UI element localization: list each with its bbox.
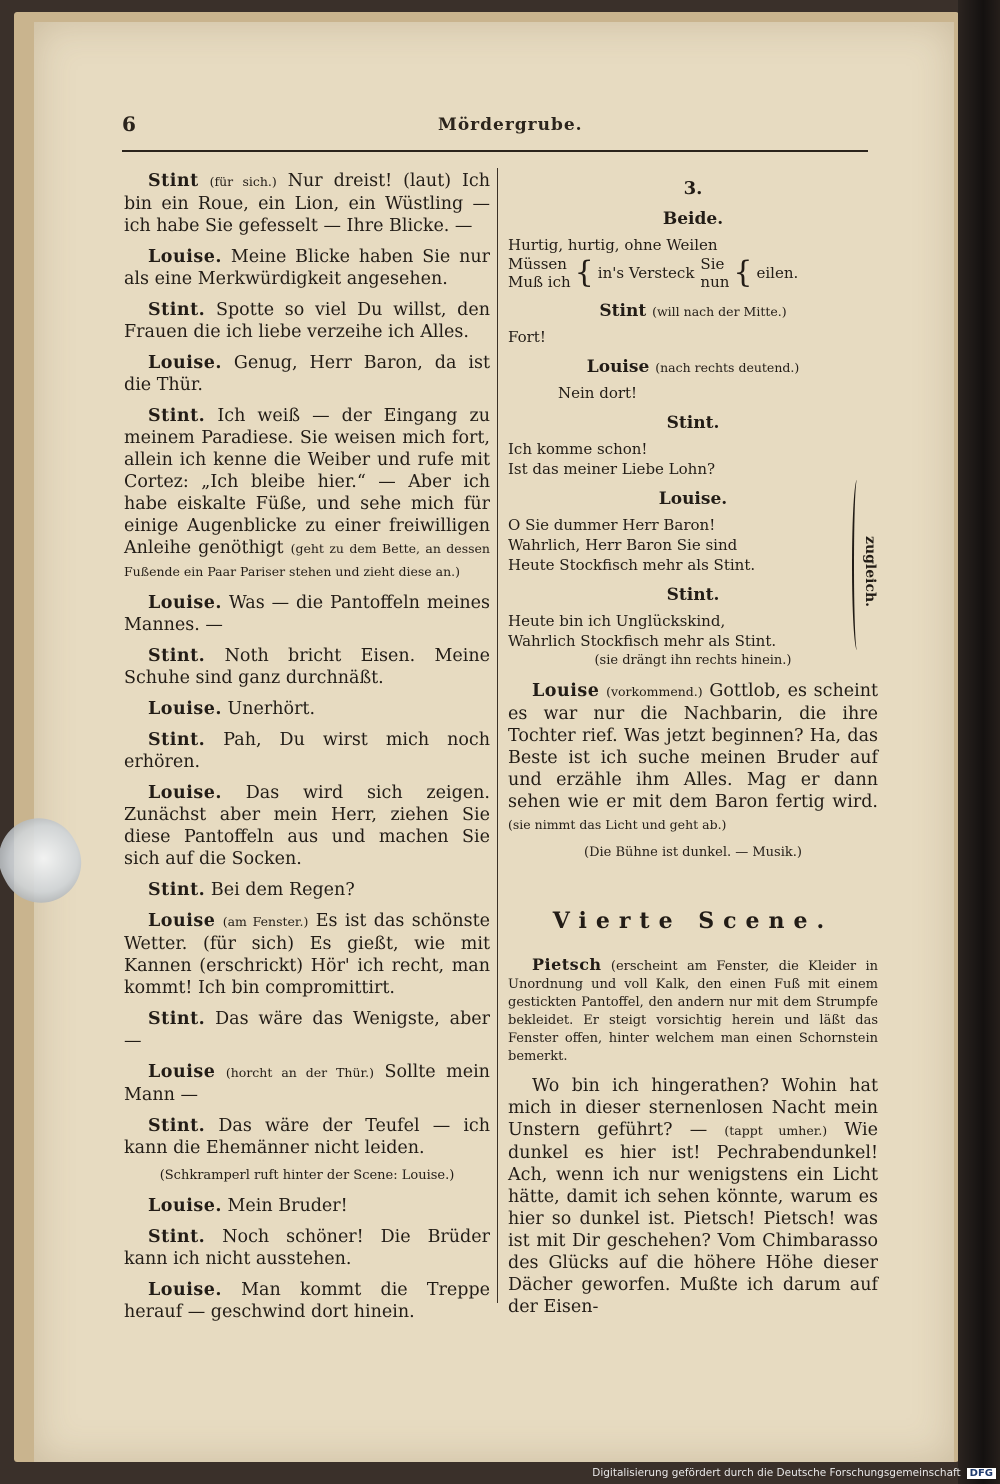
dialogue-line: Stint. Das wäre der Teufel — ich kann die Ehemänner nicht leiden. (124, 1116, 490, 1158)
dialogue-line: Louise. Genug, Herr Baron, da ist die Thür. (124, 353, 490, 395)
song-line: Wahrlich Stockfisch mehr als Stint. (508, 632, 777, 650)
song-line: Heute Stockfisch mehr als Stint. (508, 556, 756, 574)
dialogue-line: Louise. Mein Bruder! (148, 1196, 348, 1216)
left-column (124, 170, 490, 1332)
song-line: Ist das meiner Liebe Lohn? (508, 460, 716, 478)
dialogue-line: Stint. Ich weiß — der Eingang zu meinem Paradiese. Sie weisen mich fort, allein ich kenne die Weiber und rufe mit Cortez: „Ich bleibe hier.“ — Aber ich habe eiskalte Füße, und sehe mich für einige Augenblicke zu einer freiwilligen Anleihe genöthigt (geht zu dem Bette, an dessen Fußende ein Paar Pariser stehen und zieht diese an.) (124, 406, 490, 579)
bracket-line (852, 480, 862, 650)
dialogue-line: Wo bin ich hingerathen? Wohin hat mich in dieser sternenlosen Nacht mein Unstern geführt? — (tappt umher.) Wie dunkel es hier ist! Pechrabendunkel! Ach, wenn ich nur wenigstens ein Licht hätte, damit ich sehen könnte, warum es hier so dunkel ist. Pietsch! Pietsch! was ist mit Dir geschehen? Vom Chimbarasso des Glücks auf die höhere Höhe dieser Dächer geworfen. Mußte ich darum auf der Eisen- (508, 1076, 878, 1317)
song-line: Fort! (508, 328, 546, 346)
header-rule (122, 150, 868, 152)
brace-glyph: { (733, 255, 753, 290)
dialogue-line: Stint. Noth bricht Eisen. Meine Schuhe sind ganz durchnäßt. (124, 646, 490, 688)
dialogue-line: Louise. Man kommt die Treppe herauf — geschwind dort hinein. (124, 1280, 490, 1322)
stage-direction: (sie drängt ihn rechts hinein.) (594, 653, 792, 668)
song-number: 3. (683, 178, 703, 199)
brace-glyph: { (574, 255, 594, 290)
speaker-heading: Stint. (666, 585, 720, 605)
dialogue-line: Louise. Das wird sich zeigen. Zunächst aber mein Herr, ziehen Sie diese Pantoffeln aus und machen Sie sich auf die Socken. (124, 783, 490, 869)
stage-direction-block: Pietsch (erscheint am Fenster, die Kleider in Unordnung und voll Kalk, den einen Fuß mit einem gestickten Pantoffel, den andern nur mit dem Strumpfe bekleidet. Er steigt vorsichtig herein und läßt das Fenster offen, hinter welchem man einen Schornstein bemerkt. (508, 955, 878, 1064)
speaker-heading: Louise. (658, 489, 728, 509)
song-brace-line: Müssen Muß ich { in's Versteck Sie nun { eilen. (508, 255, 799, 291)
dialogue-line: Louise (am Fenster.) Es ist das schönste Wetter. (für sich) Es gießt, wie mit Kannen (erschrickt) Hör' ich recht, man kommt! Ich bin compromittirt. (124, 911, 490, 998)
dialogue-line: Stint. Pah, Du wirst mich noch erhören. (124, 730, 490, 772)
song-line: Ich komme schon! (508, 440, 648, 458)
song-line: O Sie dummer Herr Baron! (508, 516, 716, 534)
dialogue-line: Stint (für sich.) Nur dreist! (laut) Ich bin ein Roue, ein Lion, ein Wüstling — ich habe Sie gefesselt — Ihre Blicke. — (124, 171, 490, 236)
stage-direction: (Schkramperl ruft hinter der Scene: Louise.) (159, 1168, 455, 1183)
song-line: Wahrlich, Herr Baron Sie sind (508, 536, 738, 554)
dialogue-line: Louise (vorkommend.) Gottlob, es scheint es war nur die Nachbarin, die ihre Tochter rief. Was jetzt beginnen? Ha, das Beste ist ich suche meinen Bruder auf und erzähle ihm Alles. Mag er dann sehen wie er mit dem Baron fertig wird. (sie nimmt das Licht und geht ab.) (508, 681, 878, 832)
dialogue-line: Stint. Noch schöner! Die Brüder kann ich nicht ausstehen. (124, 1227, 490, 1269)
song-line: Nein dort! (558, 384, 638, 402)
dialogue-line: Stint. Das wäre das Wenigste, aber — (124, 1009, 490, 1051)
speaker-heading: Louise (nach rechts deutend.) (586, 357, 800, 377)
dialogue-line: Stint. Spotte so viel Du willst, den Frauen die ich liebe verzeihe ich Alles. (124, 300, 490, 342)
dialogue-line: Louise. Unerhört. (148, 699, 316, 719)
right-column (508, 178, 878, 1327)
dialogue-line: Louise. Meine Blicke haben Sie nur als eine Merkwürdigkeit angesehen. (124, 247, 490, 289)
scene-title: Vierte Scene. (552, 908, 834, 934)
dfg-logo: DFG (967, 1468, 996, 1479)
page-number: 6 (122, 112, 136, 136)
footer-attribution (592, 1464, 996, 1482)
speaker-heading: Stint. (666, 413, 720, 433)
zugleich-label: zugleich. (862, 536, 878, 608)
running-head (90, 112, 870, 142)
column-divider (497, 168, 498, 1303)
dialogue-line: Louise. Was — die Pantoffeln meines Mannes. — (124, 593, 490, 635)
stage-direction: (Die Bühne ist dunkel. — Musik.) (584, 845, 802, 860)
speaker-heading: Beide. (662, 209, 724, 229)
book-edge (958, 0, 1000, 1484)
song-line: Hurtig, hurtig, ohne Weilen (508, 236, 718, 254)
dialogue-line: Stint. Bei dem Regen? (148, 880, 355, 900)
song-line: Heute bin ich Unglückskind, (508, 612, 726, 630)
running-title: Mördergrube. (438, 115, 583, 135)
footer-text: Digitalisierung gefördert durch die Deutsche Forschungsgemeinschaft (592, 1467, 961, 1479)
dialogue-line: Louise (horcht an der Thür.) Sollte mein Mann — (124, 1062, 490, 1105)
zugleich-bracket (848, 480, 884, 650)
speaker-heading: Stint (will nach der Mitte.) (599, 301, 787, 321)
